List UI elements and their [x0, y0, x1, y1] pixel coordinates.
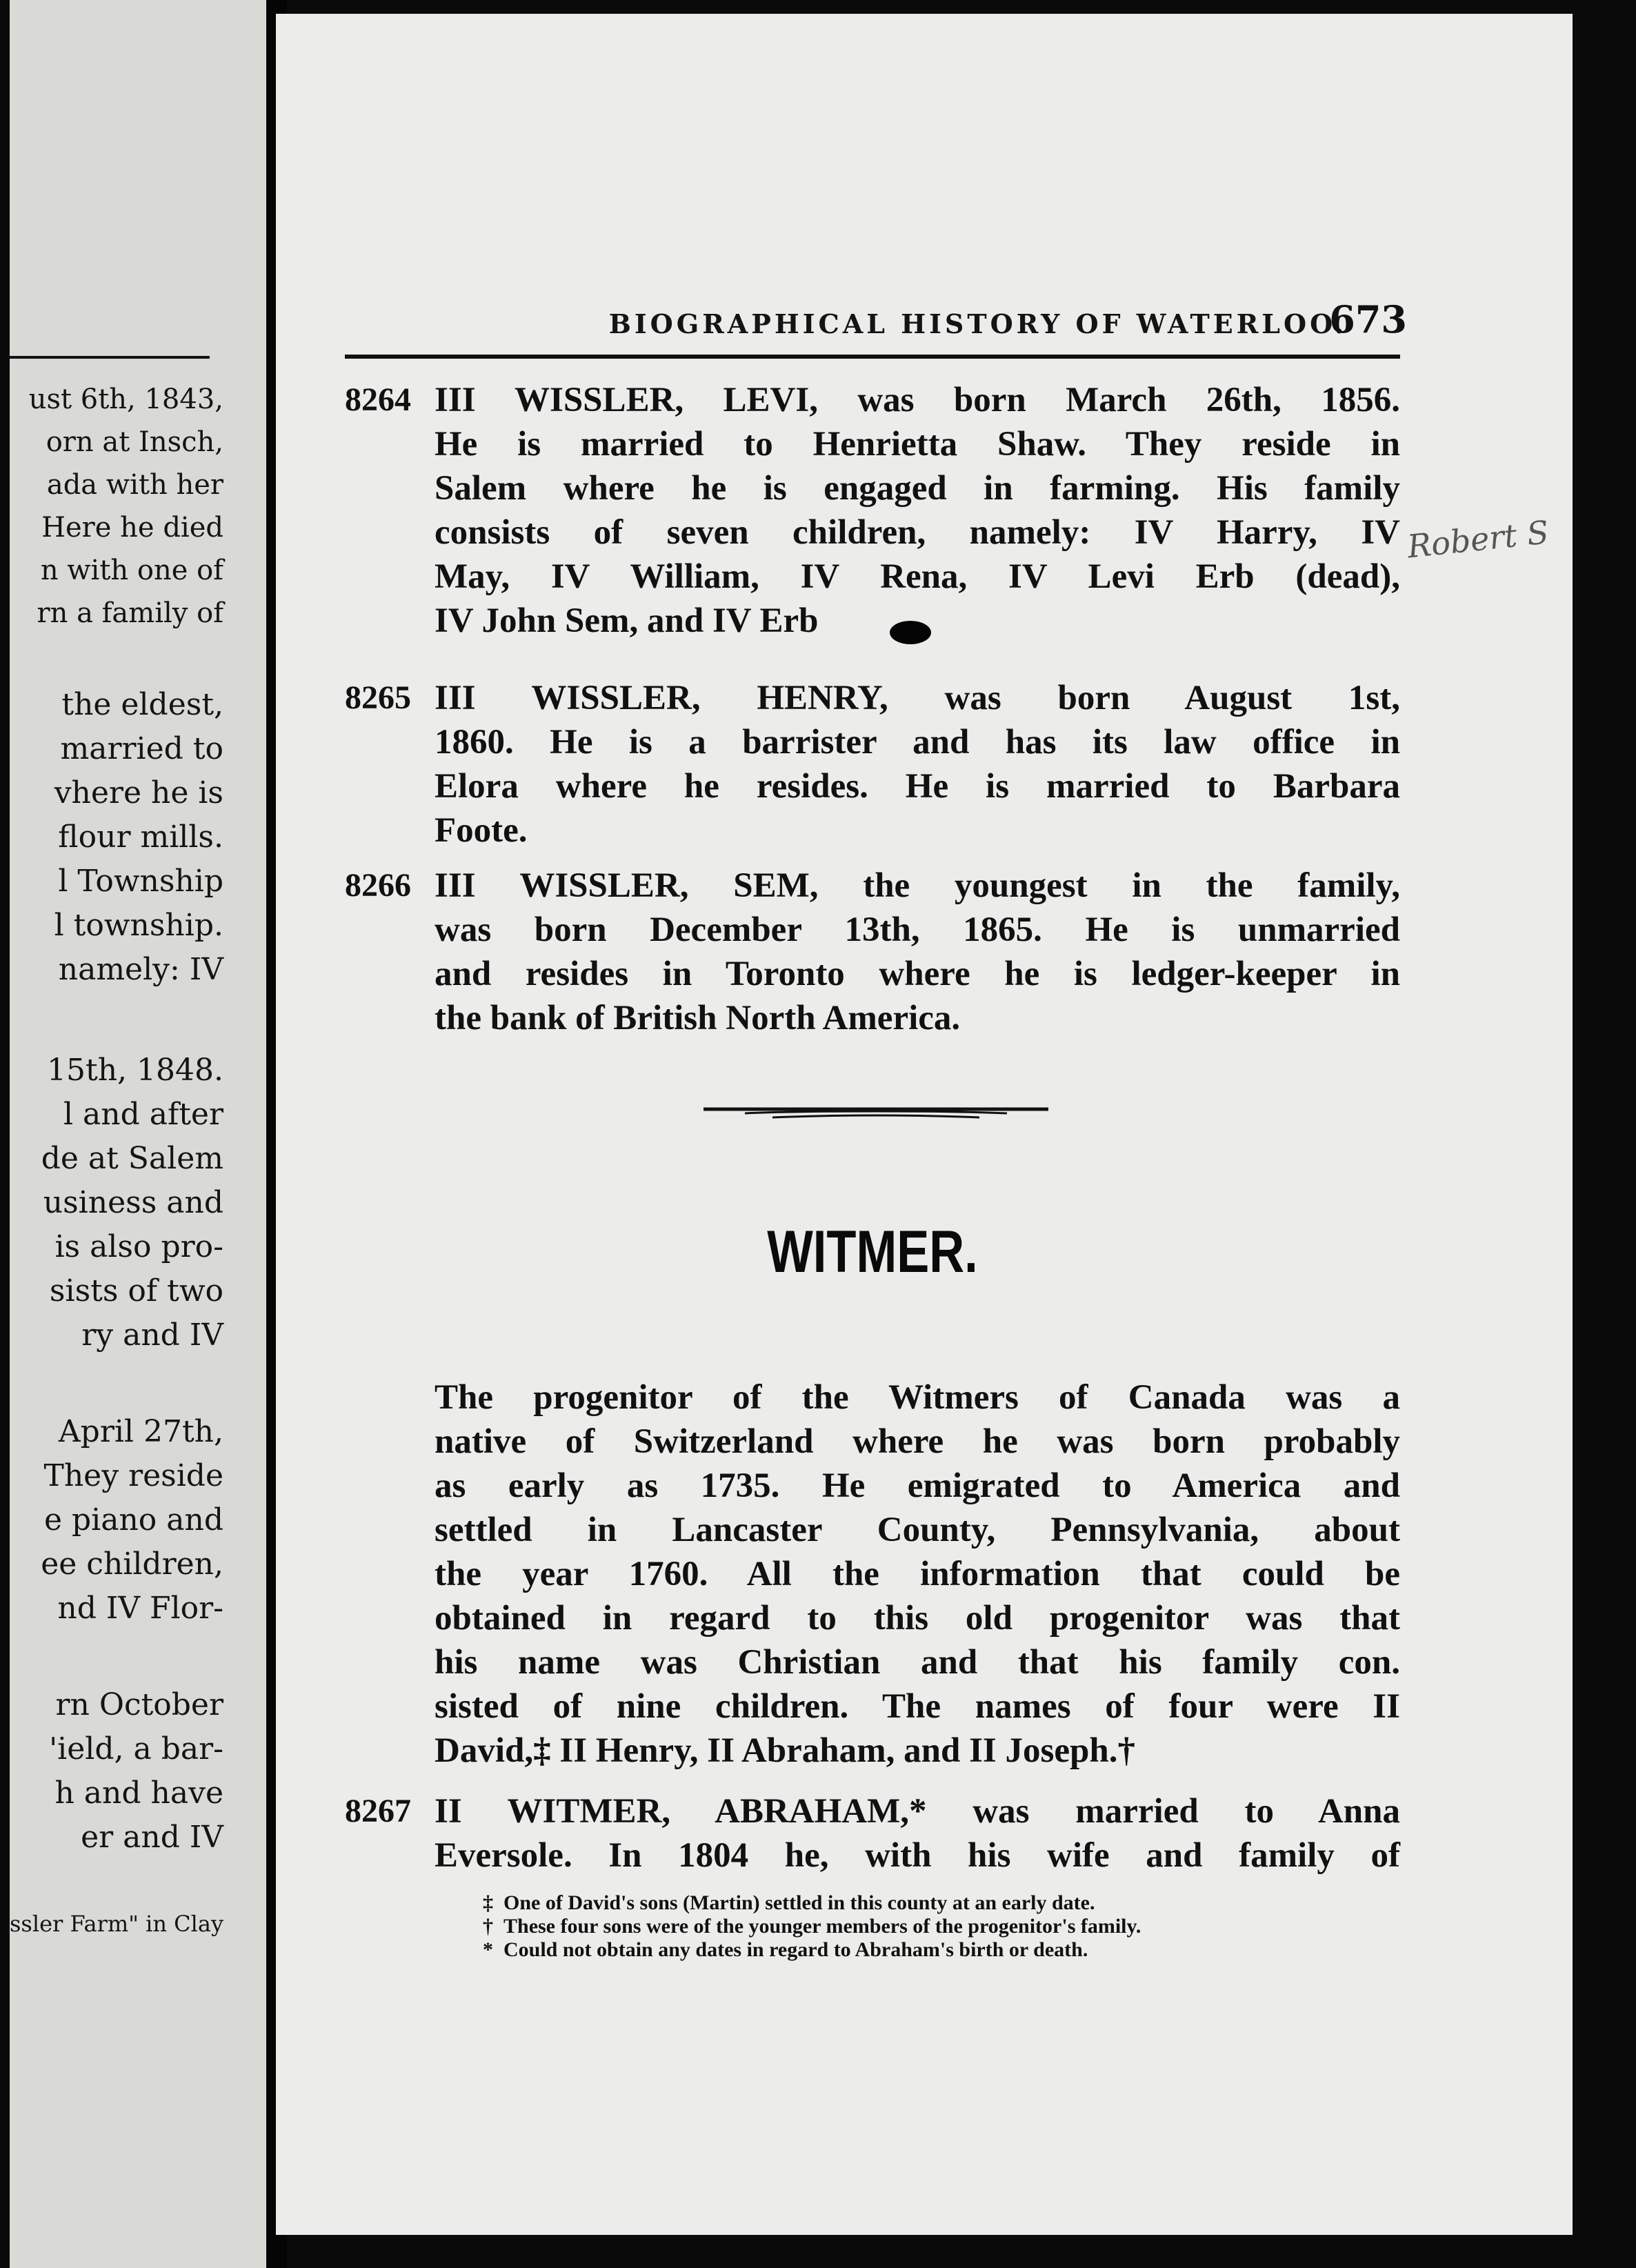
left-line: l Township [58, 864, 223, 899]
entry-line: IV John Sem, and IV Erb [435, 601, 819, 640]
section-ornament [704, 1102, 1048, 1123]
paragraph-line: as early as 1735. He emigrated to America and [435, 1466, 1400, 1505]
left-line: is also pro- [54, 1229, 223, 1264]
left-page-fragment [10, 0, 266, 2268]
entry-line: Foote. [435, 811, 528, 850]
left-line: married to [60, 731, 223, 766]
left-footnote: ssler Farm" in Clay [10, 1911, 224, 1937]
footnote [483, 1891, 1379, 1915]
left-line: They reside [43, 1458, 223, 1493]
entry-number: 8266 [345, 867, 411, 904]
entry-line: III WISSLER, LEVI, was born March 26th, 1856. [435, 381, 1400, 419]
entry-number: 8265 [345, 679, 411, 716]
paragraph-line: sisted of nine children. The names of four were II [435, 1687, 1400, 1726]
paragraph-line: the year 1760. All the information that could be [435, 1555, 1400, 1593]
page-number: 673 [1329, 297, 1407, 341]
footnote [483, 1915, 1379, 1938]
left-line: l township. [54, 908, 223, 943]
left-line: Here he died [41, 512, 223, 544]
entry-line: 1860. He is a barrister and has its law office in [435, 723, 1400, 762]
running-head: BIOGRAPHICAL HISTORY OF WATERLOO. [608, 308, 1348, 339]
handwritten-margin-note: Robert S [1405, 513, 1550, 566]
left-line: er and IV [81, 1820, 223, 1855]
left-page-rule [10, 356, 210, 359]
footnote [483, 1938, 1379, 1962]
left-line: de at Salem [41, 1141, 223, 1176]
footnote-mark: † [483, 1915, 493, 1938]
entry-line: Eversole. In 1804 he, with his wife and family of [435, 1836, 1400, 1875]
left-line: e piano and [43, 1502, 223, 1538]
left-line: ee children, [41, 1546, 223, 1582]
paragraph-line: his name was Christian and that his family con. [435, 1643, 1400, 1682]
left-line: usiness and [43, 1185, 223, 1220]
entry-line: Salem where he is engaged in farming. His family [435, 469, 1400, 508]
entry-line: and resides in Toronto where he is ledger-keeper in [435, 955, 1400, 993]
entry-line: May, IV William, IV Rena, IV Levi Erb (dead), [435, 557, 1400, 596]
ink-blot [890, 621, 931, 644]
paragraph-line: obtained in regard to this old progenitor was that [435, 1599, 1400, 1638]
left-line: l and after [63, 1097, 223, 1132]
header-rule [345, 355, 1400, 359]
left-line: h and have [54, 1775, 223, 1811]
left-line: rn a family of [37, 597, 223, 629]
paragraph-line: David,‡ II Henry, II Abraham, and II Joseph.† [435, 1731, 1135, 1770]
section-title: WITMER. [767, 1219, 978, 1285]
entry-line: III WISSLER, SEM, the youngest in the family, [435, 866, 1400, 905]
entry-line: was born December 13th, 1865. He is unmarried [435, 911, 1400, 949]
footnote-text: Could not obtain any dates in regard to Abraham's birth or death. [503, 1938, 1088, 1961]
left-line: ry and IV [81, 1317, 223, 1353]
entry-line: II WITMER, ABRAHAM,* was married to Anna [435, 1792, 1400, 1831]
left-line: ust 6th, 1843, [28, 384, 223, 415]
footnote-mark: * [483, 1938, 493, 1961]
paragraph-line: native of Switzerland where he was born probably [435, 1422, 1400, 1461]
entry-line: Elora where he resides. He is married to Barbara [435, 767, 1400, 806]
entry-number: 8264 [345, 381, 411, 418]
left-line: rn October [55, 1687, 223, 1722]
left-line: nd IV Flor- [57, 1591, 223, 1626]
entry-number: 8267 [345, 1793, 411, 1829]
footnote-mark: ‡ [483, 1891, 493, 1914]
paragraph-line: The progenitor of the Witmers of Canada was a [435, 1378, 1400, 1417]
left-line: 'ield, a bar- [49, 1731, 223, 1767]
left-line: 15th, 1848. [47, 1053, 223, 1088]
left-line: April 27th, [58, 1414, 223, 1449]
scan-right-edge [1573, 0, 1636, 2268]
left-line: n with one of [40, 555, 223, 586]
entry-line: the bank of British North America. [435, 999, 961, 1037]
left-line: vhere he is [54, 775, 223, 810]
left-line: namely: IV [58, 952, 223, 987]
paragraph-line: settled in Lancaster County, Pennsylvania, about [435, 1511, 1400, 1549]
left-line: the eldest, [61, 687, 223, 722]
left-line: ada with her [46, 469, 223, 501]
entry-line: He is married to Henrietta Shaw. They reside in [435, 425, 1400, 464]
footnote-text: These four sons were of the younger members of the progenitor's family. [503, 1915, 1141, 1938]
page-673 [276, 14, 1573, 2235]
left-line: sists of two [49, 1273, 223, 1309]
left-line: orn at Insch, [46, 426, 223, 458]
left-line: flour mills. [58, 819, 223, 855]
entry-line: consists of seven children, namely: IV Harry, IV [435, 513, 1400, 552]
entry-line: III WISSLER, HENRY, was born August 1st, [435, 679, 1400, 717]
footnote-text: One of David's sons (Martin) settled in this county at an early date. [503, 1891, 1095, 1914]
